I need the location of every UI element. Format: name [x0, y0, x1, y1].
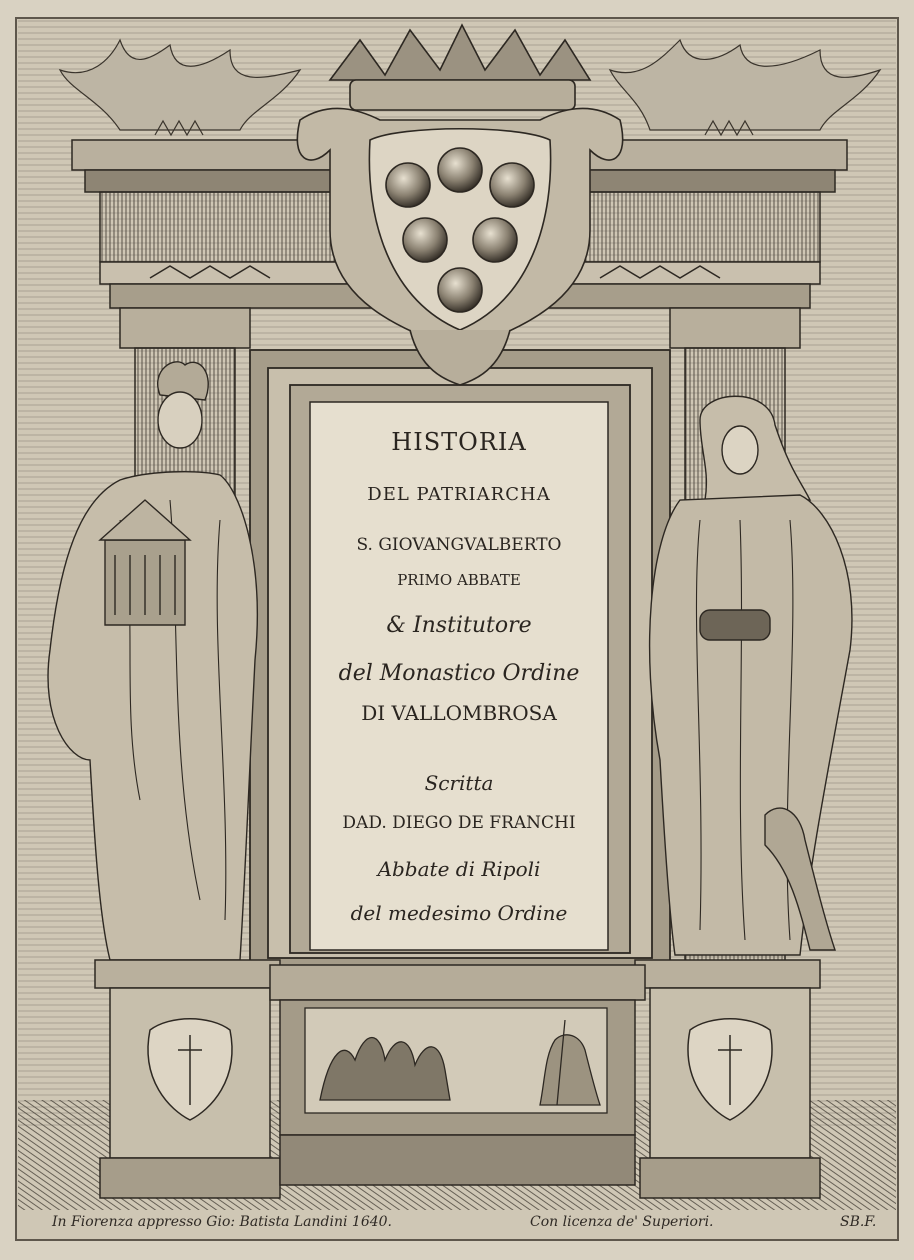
- tablet-line-3: S. GIOVANGVALBERTO: [356, 535, 562, 555]
- tablet-line-9: DAD. DIEGO DE FRANCHI: [342, 813, 576, 833]
- tablet-line-11: del medesimo Ordine: [350, 901, 568, 925]
- palla-5: [473, 218, 517, 262]
- tablet-line-8: Scritta: [424, 771, 494, 795]
- footer-license: Con licenza de' Superiori.: [530, 1214, 714, 1230]
- relief-panel: [305, 1008, 607, 1113]
- tablet-line-6: del Monastico Ordine: [338, 661, 580, 686]
- tablet-line-5: & Institutore: [386, 613, 532, 638]
- footer-imprint: In Fiorenza appresso Gio: Batista Landini 1640.: [52, 1214, 393, 1230]
- palla-4: [403, 218, 447, 262]
- tablet-line-4: PRIMO ABBATE: [397, 571, 521, 589]
- tablet-line-1: HISTORIA: [391, 428, 527, 456]
- palla-3: [490, 163, 534, 207]
- pedestal-left: [95, 960, 280, 1198]
- palla-1: [386, 163, 430, 207]
- pedestal-right: [635, 960, 820, 1198]
- palla-6: [438, 268, 482, 312]
- tablet-line-2: DEL PATRIARCHA: [367, 484, 551, 505]
- palla-2: [438, 148, 482, 192]
- tablet-line-7: DI VALLOMBROSA: [361, 701, 557, 725]
- tablet-line-10: Abbate di Ripoli: [377, 857, 541, 881]
- footer-signature: SB.F.: [840, 1214, 877, 1230]
